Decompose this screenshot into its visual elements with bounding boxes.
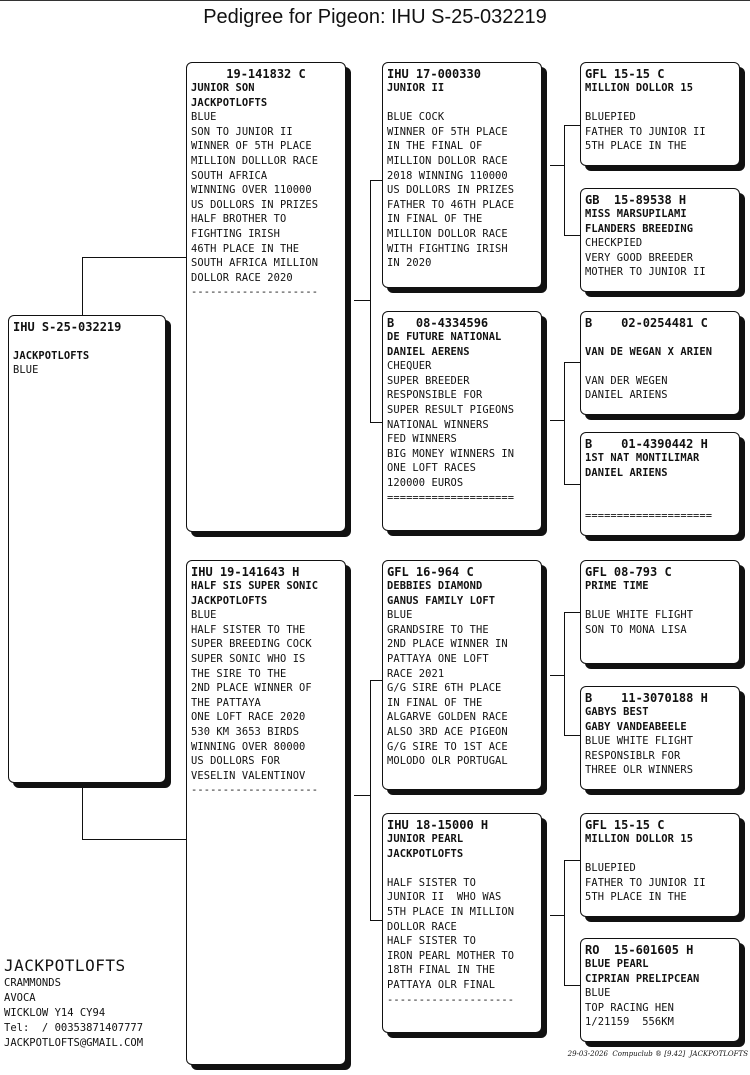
pedigree-line: FATHER TO JUNIOR II <box>585 125 706 138</box>
connector-line <box>370 920 382 921</box>
ring-number: GFL 08-793 C <box>585 565 672 579</box>
pedigree-line: IN FINAL OF THE <box>387 696 483 709</box>
connector-line <box>82 257 83 317</box>
ring-number: IHU 18-15000 H <box>387 818 489 832</box>
pedigree-line: GANUS FAMILY LOFT <box>387 594 496 607</box>
pedigree-line: 5TH PLACE IN THE <box>585 140 687 153</box>
card-ggp-2[interactable] <box>580 188 740 292</box>
pedigree-line: ==================== <box>585 510 713 523</box>
pedigree-line: HALF SISTER TO <box>387 935 476 948</box>
ring-number: IHU 19-141643 H <box>191 565 300 579</box>
card-sire[interactable] <box>186 62 346 532</box>
pedigree-line: BLUEPIED <box>585 862 636 875</box>
pedigree-line <box>585 96 735 111</box>
ring-number: GB 15-89538 H <box>585 193 687 207</box>
pedigree-line: ALGARVE GOLDEN RACE <box>387 711 508 724</box>
connector-line <box>370 180 371 422</box>
connector-line <box>564 362 565 484</box>
pedigree-line: US DOLLORS IN PRIZES <box>191 198 319 211</box>
connector-line <box>564 484 580 485</box>
pedigree-line: DEBBIES DIAMOND <box>387 580 483 592</box>
card-ggp-3[interactable] <box>580 311 740 415</box>
pedigree-line: -------------------- <box>191 286 319 299</box>
ring-number: GFL 15-15 C <box>585 818 665 832</box>
pedigree-line: JUNIOR II WHO WAS <box>387 891 502 904</box>
page-title: Pedigree for Pigeon: IHU S-25-032219 <box>203 6 547 28</box>
pedigree-line: IRON PEARL MOTHER TO <box>387 949 515 962</box>
pedigree-line: 530 KM 3653 BIRDS <box>191 725 300 738</box>
pedigree-line: -------------------- <box>387 993 515 1006</box>
connector-line <box>550 420 564 421</box>
pedigree-line: BLUE PEARL <box>585 958 649 970</box>
pedigree-line: ==================== <box>387 491 515 504</box>
connector-line <box>564 735 580 736</box>
connector-line <box>550 675 564 676</box>
ring-number: B 08-4334596 <box>387 316 489 330</box>
pedigree-line: WITH FIGHTING IRISH <box>387 242 508 255</box>
connector-line <box>550 165 564 166</box>
pedigree-line: FED WINNERS <box>387 433 457 446</box>
pedigree-line: BLUE <box>191 609 217 622</box>
top-border <box>0 0 750 1</box>
connector-line <box>564 612 580 613</box>
pedigree-line: VAN DER WEGEN <box>585 374 668 387</box>
pedigree-line: JACKPOTLOFTS <box>191 96 268 109</box>
pedigree-line: JUNIOR II <box>387 82 445 94</box>
ring-number: B 01-4390442 H <box>585 437 708 451</box>
connector-line <box>564 860 565 985</box>
pedigree-line: BLUE <box>387 609 413 622</box>
pedigree-line <box>387 96 537 111</box>
card-ggp-5[interactable] <box>580 560 740 664</box>
pedigree-line: 2ND PLACE WINNER IN <box>387 638 508 651</box>
pedigree-line: PATTAYA OLR FINAL <box>387 978 496 991</box>
pedigree-line: RESPONSIBLR FOR <box>585 749 681 762</box>
pedigree-line: FLANDERS BREEDING <box>585 222 694 235</box>
card-grandparent-2[interactable] <box>382 311 542 531</box>
pedigree-line: JACKPOTLOFTS <box>13 349 90 362</box>
pedigree-line <box>387 861 537 876</box>
pedigree-line: WINNING OVER 80000 <box>191 740 306 753</box>
ring-number: B 11-3070188 H <box>585 691 708 705</box>
connector-line <box>564 235 580 236</box>
pedigree-line: VESELIN VALENTINOV <box>191 769 306 782</box>
pedigree-line: BLUEPIED <box>585 111 636 124</box>
pedigree-line: DANIEL ARIENS <box>585 389 668 402</box>
pedigree-line: IN THE FINAL OF <box>387 140 483 153</box>
pedigree-line: GRANDSIRE TO THE <box>387 623 489 636</box>
pedigree-line: G/G SIRE 6TH PLACE <box>387 682 502 695</box>
pedigree-line: JACKPOTLOFTS <box>191 594 268 607</box>
connector-line <box>564 612 565 735</box>
pedigree-line: BLUE COCK <box>387 111 445 124</box>
pedigree-line: CIPRIAN PRELIPCEAN <box>585 972 700 985</box>
pedigree-line: 120000 EUROS <box>387 476 464 489</box>
pedigree-line: WINNING OVER 110000 <box>191 184 312 197</box>
pedigree-line: WINNER OF 5TH PLACE <box>387 125 508 138</box>
connector-line <box>370 680 382 681</box>
pedigree-line: PRIME TIME <box>585 580 649 592</box>
pedigree-line: ONE LOFT RACES <box>387 462 476 475</box>
breeder-address-line: WICKLOW Y14 CY94 <box>4 1007 106 1019</box>
breeder-email: JACKPOTLOFTS@GMAIL.COM <box>4 1037 144 1049</box>
connector-line <box>564 985 580 986</box>
ring-number: GFL 15-15 C <box>585 67 665 81</box>
card-dam[interactable] <box>186 560 346 1065</box>
pedigree-line: HALF SISTER TO <box>387 876 476 889</box>
connector-line <box>564 125 565 235</box>
pedigree-line: HALF BROTHER TO <box>191 213 287 226</box>
pedigree-line: 18TH FINAL IN THE <box>387 964 496 977</box>
pedigree-line: SUPER BREEDER <box>387 374 470 387</box>
pedigree-line: 5TH PLACE IN MILLION <box>387 905 515 918</box>
pedigree-line: ONE LOFT RACE 2020 <box>191 711 306 724</box>
pedigree-line: RESPONSIBLE FOR <box>387 389 483 402</box>
pedigree-line: SOUTH AFRICA <box>191 169 268 182</box>
breeder-info <box>4 956 143 1051</box>
pedigree-line: JUNIOR SON <box>191 82 255 94</box>
ring-number: GFL 16-964 C <box>387 565 474 579</box>
pedigree-line <box>13 334 161 349</box>
connector-line <box>370 422 382 423</box>
pedigree-line: 5TH PLACE IN THE <box>585 891 687 904</box>
pedigree-line: IN 2020 <box>387 257 432 270</box>
connector-line <box>354 795 370 796</box>
pedigree-line: 1/21159 556KM <box>585 1016 674 1029</box>
pedigree-line: SON TO JUNIOR II <box>191 125 293 138</box>
pedigree-line: SUPER BREEDING COCK <box>191 638 312 651</box>
pedigree-line <box>585 480 735 495</box>
breeder-address-line: AVOCA <box>4 992 36 1004</box>
ring-number: IHU S-25-032219 <box>13 320 122 334</box>
pedigree-line: HALF SISTER TO THE <box>191 623 306 636</box>
pedigree-line: MOLODO OLR PORTUGAL <box>387 755 508 768</box>
pedigree-line: VERY GOOD BREEDER <box>585 251 694 264</box>
connector-line <box>370 680 371 920</box>
pedigree-line: MISS MARSUPILAMI <box>585 208 687 220</box>
card-ggp-1[interactable] <box>580 62 740 166</box>
connector-line <box>564 362 580 363</box>
pedigree-line: PATTAYA ONE LOFT <box>387 652 489 665</box>
pedigree-line: MOTHER TO JUNIOR II <box>585 266 706 279</box>
connector-line <box>564 125 580 126</box>
connector-line <box>82 839 186 840</box>
card-grandparent-1[interactable] <box>382 62 542 288</box>
pedigree-line: ALSO 3RD ACE PIGEON <box>387 725 508 738</box>
pedigree-line <box>585 594 735 609</box>
pedigree-line: MILLION DOLLLOR RACE <box>191 154 319 167</box>
pedigree-line: HALF SIS SUPER SONIC <box>191 580 319 592</box>
pedigree-line: THREE OLR WINNERS <box>585 764 694 777</box>
pedigree-line: -------------------- <box>191 784 319 797</box>
pedigree-line: DANIEL ARIENS <box>585 466 668 479</box>
pedigree-line: SON TO MONA LISA <box>585 623 687 636</box>
pedigree-line <box>585 330 735 345</box>
pedigree-line: GABY VANDEABEELE <box>585 720 687 733</box>
breeder-phone: Tel: / 00353871407777 <box>4 1022 144 1034</box>
pedigree-line: DOLLOR RACE 2020 <box>191 271 293 284</box>
pedigree-line: DANIEL AERENS <box>387 345 470 358</box>
pedigree-line: BIG MONEY WINNERS IN <box>387 447 515 460</box>
pedigree-line: BLUE WHITE FLIGHT <box>585 609 694 622</box>
footer-credit: 29-03-2026 Compuclub ® [9.42] JACKPOTLOFTS <box>567 1050 748 1058</box>
breeder-name: JACKPOTLOFTS <box>4 956 126 975</box>
connector-line <box>370 180 382 181</box>
pedigree-line: JACKPOTLOFTS <box>387 847 464 860</box>
pedigree-line: 1ST NAT MONTILIMAR <box>585 452 700 464</box>
pedigree-line <box>585 359 735 374</box>
pedigree-line: FIGHTING IRISH <box>191 227 280 240</box>
connector-line <box>354 300 370 301</box>
pedigree-line: CHECKPIED <box>585 237 643 250</box>
pedigree-line: FATHER TO JUNIOR II <box>585 876 706 889</box>
connector-line <box>550 915 564 916</box>
pedigree-line: US DOLLORS FOR <box>191 755 280 768</box>
pedigree-line: FATHER TO 46TH PLACE <box>387 198 515 211</box>
pedigree-line: DE FUTURE NATIONAL <box>387 331 502 343</box>
ring-number: IHU 17-000330 <box>387 67 481 81</box>
pedigree-line: CHEQUER <box>387 360 432 373</box>
pedigree-line: THE PATTAYA <box>191 696 261 709</box>
pedigree-line: 46TH PLACE IN THE <box>191 242 300 255</box>
pedigree-line: DOLLOR RACE <box>387 920 457 933</box>
pedigree-line: NATIONAL WINNERS <box>387 418 489 431</box>
card-grandparent-3[interactable] <box>382 560 542 790</box>
pedigree-line: SOUTH AFRICA MILLION <box>191 257 319 270</box>
pedigree-line: TOP RACING HEN <box>585 1001 674 1014</box>
pedigree-line: 2018 WINNING 110000 <box>387 169 508 182</box>
breeder-address-line: CRAMMONDS <box>4 977 61 989</box>
pedigree-line: RACE 2021 <box>387 667 445 680</box>
connector-line <box>82 783 83 839</box>
pedigree-line: 2ND PLACE WINNER OF <box>191 682 312 695</box>
ring-number: RO 15-601605 H <box>585 943 694 957</box>
ring-number: 19-141832 C <box>226 67 306 81</box>
ring-number: B 02-0254481 C <box>585 316 708 330</box>
pedigree-line: GABYS BEST <box>585 706 649 718</box>
pedigree-line: MILLION DOLLOR 15 <box>585 833 694 845</box>
pedigree-line: JUNIOR PEARL <box>387 833 464 845</box>
pedigree-line: MILLION DOLLOR RACE <box>387 227 508 240</box>
pedigree-line <box>585 847 735 862</box>
pedigree-line: SUPER RESULT PIGEONS <box>387 403 515 416</box>
pedigree-line: US DOLLORS IN PRIZES <box>387 184 515 197</box>
card-ggp-8[interactable] <box>580 938 740 1042</box>
pedigree-line: BLUE <box>191 111 217 124</box>
card-ggp-6[interactable] <box>580 686 740 790</box>
card-ggp-4[interactable] <box>580 432 740 536</box>
connector-line <box>564 860 580 861</box>
pedigree-line: BLUE WHITE FLIGHT <box>585 735 694 748</box>
pedigree-line: BLUE <box>585 987 611 1000</box>
pedigree-line: G/G SIRE TO 1ST ACE <box>387 740 508 753</box>
pedigree-line: MILLION DOLLOR RACE <box>387 154 508 167</box>
pedigree-line: THE SIRE TO THE <box>191 667 287 680</box>
pedigree-line: MILLION DOLLOR 15 <box>585 82 694 94</box>
pedigree-line: WINNER OF 5TH PLACE <box>191 140 312 153</box>
pedigree-line: SUPER SONIC WHO IS <box>191 652 306 665</box>
pedigree-line: BLUE <box>13 364 39 377</box>
pedigree-line: IN FINAL OF THE <box>387 213 483 226</box>
connector-line <box>82 257 186 258</box>
pedigree-line <box>585 495 735 510</box>
card-subject[interactable] <box>8 315 166 783</box>
card-ggp-7[interactable] <box>580 813 740 917</box>
pedigree-line: VAN DE WEGAN X ARIEN <box>585 345 713 358</box>
card-grandparent-4[interactable] <box>382 813 542 1033</box>
